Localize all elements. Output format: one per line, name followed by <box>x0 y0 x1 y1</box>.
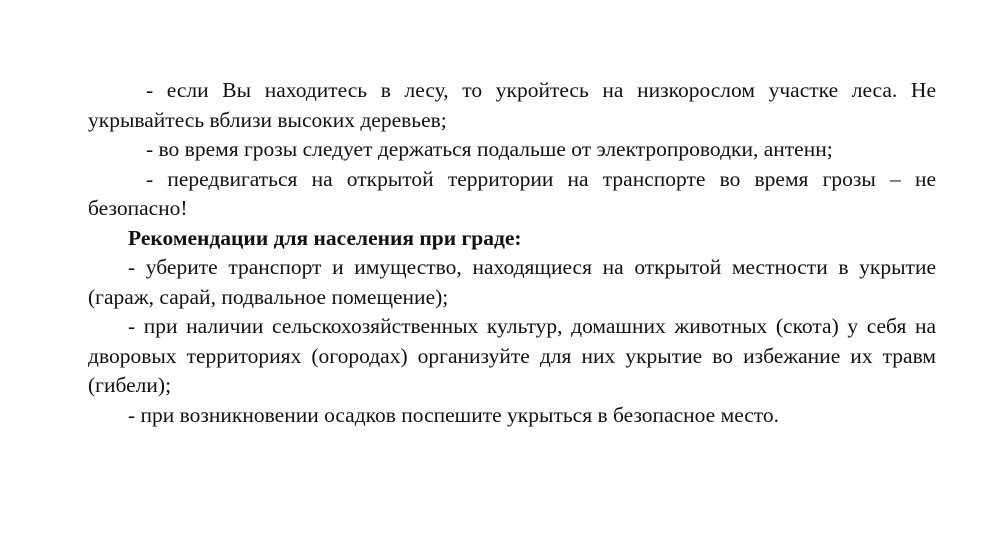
document-body <box>88 76 936 430</box>
paragraph-transport-storm: - передвигаться на открытой территории на транспорте во время грозы – не безопасно! <box>88 166 936 220</box>
paragraph-seek-shelter: - при возникновении осадков поспешите укрыться в безопасное место. <box>128 402 780 427</box>
paragraph-move-property: - уберите транспорт и имущество, находящиеся на открытой местности в укрытие (гараж, сарай, подвальное помещение); <box>88 255 936 309</box>
paragraph-shelter-livestock: - при наличии сельскохозяйственных культур, домашних животных (скота) у себя на дворовых территориях (огородах) организуйте для них укрытие во избежание их травм (гибели); <box>88 314 936 397</box>
section-heading-hail: Рекомендации для населения при граде: <box>128 225 522 250</box>
paragraph-wiring-antennas: - во время грозы следует держаться подальше от электропроводки, антенн; <box>146 137 833 161</box>
paragraph-forest-shelter: - если Вы находитесь в лесу, то укройтесь на низкорослом участке леса. Не укрывайтесь вблизи высоких деревьев; <box>88 78 936 132</box>
